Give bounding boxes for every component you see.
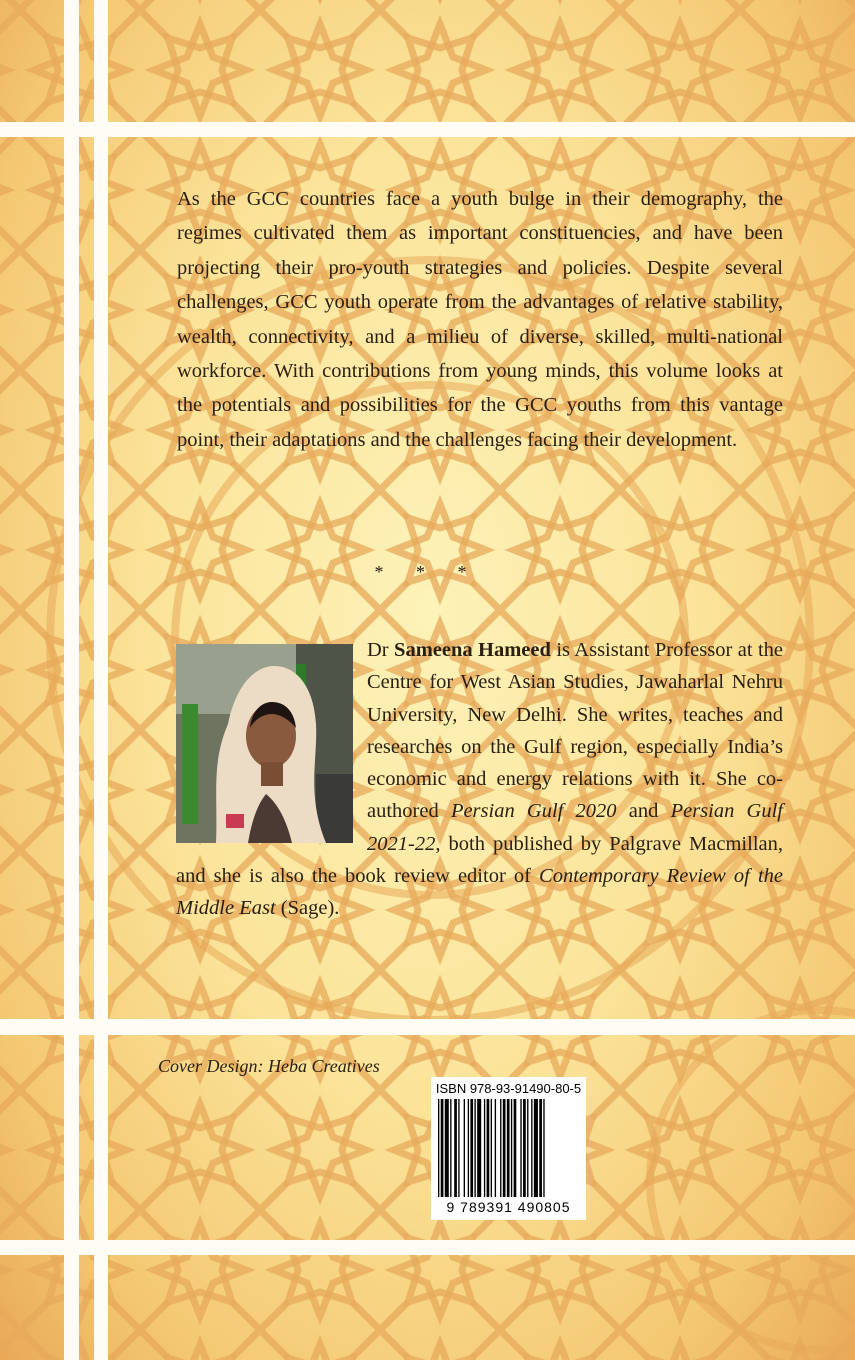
- book-title: Persian Gulf 2020: [450, 800, 617, 823]
- barcode-bar: [454, 1099, 457, 1197]
- book-title: Persian Gulf 2021-22: [367, 800, 783, 855]
- barcode-bar: [477, 1099, 481, 1197]
- author-name: Sameena Hameed: [394, 639, 551, 661]
- author-bio-text: , both published by Palgrave Macmillan, and she is also the book review editor of: [176, 832, 783, 888]
- author-prefix: Dr: [367, 639, 395, 661]
- barcode-bar: [520, 1099, 521, 1197]
- barcode-number: 9 789391 490805: [446, 1199, 571, 1215]
- barcode-bar: [484, 1099, 485, 1197]
- barcode-bars: [438, 1099, 579, 1197]
- barcode-bar: [464, 1099, 465, 1197]
- barcode-bar: [511, 1099, 512, 1197]
- book-blurb: As the GCC countries face a youth bulge in their demography, the regimes cultivated them as important constituencies, and have been projecting their pro-youth strategies and policies. Despite several challenges, GCC youth operate from the advantages of relative stability, wealth, connectivity, and a milieu of diverse, skilled, multi-national workforce. With contributions from young minds, this volume looks at the potentials and possibilities for the GCC youths from this vantage point, their adaptations and the challenges facing their development.: [177, 188, 783, 451]
- author-bio-text: and: [616, 800, 671, 823]
- barcode-bar: [450, 1099, 451, 1197]
- barcode-bar: [527, 1099, 528, 1197]
- cover-design-credit: Cover Design: Heba Creatives: [158, 1056, 380, 1076]
- vertical-stripe: [94, 0, 108, 1360]
- barcode-bar: [539, 1099, 542, 1197]
- section-divider: * * *: [374, 562, 481, 582]
- photo-spacer: [176, 634, 353, 844]
- barcode-bar: [470, 1099, 473, 1197]
- barcode-bar: [514, 1099, 517, 1197]
- barcode-bar: [458, 1099, 459, 1197]
- author-bio: [176, 634, 783, 925]
- barcode-bar: [500, 1099, 501, 1197]
- horizontal-stripe: [0, 1240, 855, 1255]
- barcode-bar: [487, 1099, 490, 1197]
- barcode-bar: [491, 1099, 492, 1197]
- isbn-label: ISBN 978-93-91490-80-5: [435, 1081, 582, 1096]
- barcode-bar: [523, 1099, 526, 1197]
- barcode-bar: [474, 1099, 475, 1197]
- barcode-bar: [503, 1099, 506, 1197]
- barcode-bar: [495, 1099, 496, 1197]
- barcode-bar: [534, 1099, 538, 1197]
- barcode-bar: [507, 1099, 510, 1197]
- author-bio-text: is Assistant Professor at the Centre for West Asian Studies, Jawaharlal Nehru University, New Delhi. She writes, teaches and researches on the Gulf region, especially India’s economic and energy relations with it. She co-authored: [367, 639, 783, 823]
- vertical-stripe: [64, 0, 79, 1360]
- barcode-bar: [468, 1099, 469, 1197]
- barcode-bar: [531, 1099, 532, 1197]
- barcode-bar: [445, 1099, 449, 1197]
- barcode-bar: [438, 1099, 439, 1197]
- author-bio-text: (Sage).: [275, 897, 340, 920]
- horizontal-stripe: [0, 1019, 855, 1035]
- barcode-bar: [441, 1099, 444, 1197]
- isbn-barcode: [431, 1077, 586, 1220]
- barcode-bar: [543, 1099, 544, 1197]
- horizontal-stripe: [0, 122, 855, 137]
- journal-title: Contemporary Review of the Middle East: [176, 865, 783, 920]
